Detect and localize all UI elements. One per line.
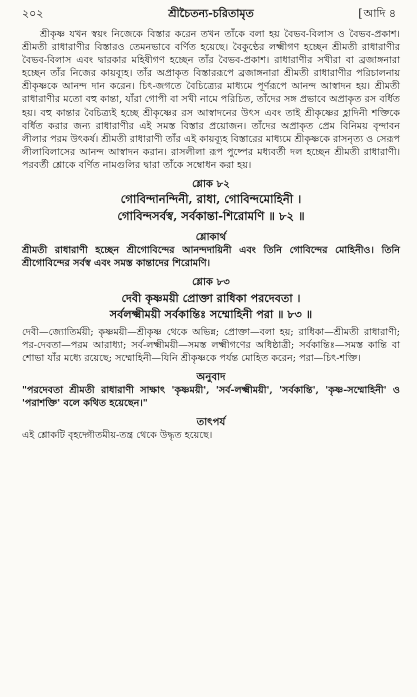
sloka-83-line-1: দেবী কৃষ্ণময়ী প্রোক্তা রাধিকা পরদেবতা । xyxy=(121,290,301,305)
sloka-82-line-2: গোবিন্দসর্বস্ব, সর্বকান্তা-শিরোমণি ॥ ৮২ ॥ xyxy=(117,209,305,224)
sloka-82-meaning: শ্রীমতী রাধারাণী হচ্ছেন শ্রীগোবিন্দের আনন্দদায়িনী এবং তিনি গোবিন্দের মোহিনীও। তিনি শ্রীগোবিন্দের সর্বস্ব এবং সমস্ত কান্তাদের শিরোমণি। xyxy=(22,245,400,270)
sloka-83-heading: শ্লোক ৮৩ xyxy=(192,276,230,289)
commentary-paragraph: শ্রীকৃষ্ণ যখন স্বয়ং নিজেকে বিস্তার করেন তখন তাঁকে বলা হয় বৈভব-বিলাস ও বৈভব-প্রকাশ। শ্রীমতী রাধারাণীর বিস্তারও তেমনভাবে বর্ণিত হয়েছে। বৈকুণ্ঠের লক্ষ্মীগণ হচ্ছেন শ্রীমতী রাধারাণীর বৈভব-বিলাস এবং দ্বারকার মহিষীগণ হচ্ছেন তাঁর বৈভব-প্রকাশ। রাধারাণীর সখীরা বা ব্রজাঙ্গনারা হচ্ছেন তাঁর নিজের কায়ব্যূহ। তাঁর অপ্রাকৃত বিস্তাররূপে ব্রজাঙ্গনারা শ্রীমতী রাধারাণীর পরিচালনায় শ্রীকৃষ্ণকে আনন্দ দান করেন। চিৎ-জগতে বৈচিত্র্যের মাধ্যমে পূর্ণরূপে আনন্দ আস্বাদন হয়। শ্রীমতী রাধারাণীর মতো বহু কান্তা, যাঁরা গোপী বা সখী নামে পরিচিত, তাঁদের সঙ্গ প্রভাবে অপ্রাকৃত রস বর্ধিত হয়। বহু কান্তার বৈচিত্র্যই হচ্ছে শ্রীকৃষ্ণের রস আস্বাদনের উৎস এবং তাই শ্রীকৃষ্ণের হ্লাদিনী শক্তিকে বর্ধিত করার জন্য রাধারাণীর এই সমস্ত বিস্তার প্রয়োজন। তাঁদের অপ্রাকৃত প্রেম বিনিময় বৃন্দাবন লীলার পরম উৎকর্ষ। শ্রীমতী রাধারাণী তাঁর এই কায়ব্যূহ বিস্তারের মাধ্যমে শ্রীকৃষ্ণকে রাসনৃত্য ও সেরূপ লীলাবিলাসের আনন্দ আস্বাদন করান। রাসলীলা রূপ পুষ্পের মধ্যবর্তী দল হচ্ছেন শ্রীমতী রাধারাণী। পরবর্তী শ্লোকে বর্ণিত নামগুলির দ্বারা তাঁকে সম্বোধন করা হয়। xyxy=(22,29,400,171)
translation-heading: অনুবাদ xyxy=(196,370,226,383)
page-header xyxy=(22,6,400,22)
sloka-83-line-2: সর্বলক্ষ্মীময়ী সর্বকান্তিঃ সম্মোহিনী পরা ॥ ৮৩ ॥ xyxy=(109,306,313,321)
sloka-83-translation: "পরদেবতা শ্রীমতী রাধারাণী সাক্ষাৎ 'কৃষ্ণময়ী', 'সর্ব-লক্ষ্মীময়ী', 'সর্বকান্তি', 'কৃষ্ণ-সম্মোহিনী' ও 'পরাশক্তি' বলে কথিত হয়েছেন।" xyxy=(22,384,400,409)
sloka-82-meaning-heading: শ্লোকার্থ xyxy=(195,231,227,244)
sloka-83-synonyms: দেবী—জ্যোতির্ময়ী; কৃষ্ণময়ী—শ্রীকৃষ্ণ থেকে অভিন্ন; প্রোক্তা—বলা হয়; রাধিকা—শ্রীমতী রাধারাণী; পর-দেবতা—পরম আরাধ্যা; সর্ব-লক্ষ্মীময়ী—সমস্ত লক্ষ্মীগণের অধিষ্ঠাত্রী; সর্বকান্তিঃ—সমস্ত কান্তি বা শোভা যাঁর মধ্যে রয়েছে; সম্মোহিনী—যিনি শ্রীকৃষ্ণকে পর্যন্ত মোহিত করেন; পরা—চিৎ-শক্তি। xyxy=(22,326,400,364)
purport-heading: তাৎপর্য xyxy=(196,416,226,429)
page-number: ২০২ xyxy=(22,7,44,20)
sloka-82-line-1: গোবিন্দানন্দিনী, রাধা, গোবিন্দমোহিনী । xyxy=(120,192,302,207)
sloka-83-purport: এই শ্লোকটি বৃহদ্গৌতমীয়-তন্ত্র থেকে উদ্ধৃত হয়েছে। xyxy=(22,430,213,442)
sloka-82-heading: শ্লোক ৮২ xyxy=(192,178,230,191)
chapter-label: [ আদি ৪ xyxy=(358,7,396,20)
running-title: শ্রীচৈতন্য-চরিতামৃত xyxy=(168,7,254,20)
